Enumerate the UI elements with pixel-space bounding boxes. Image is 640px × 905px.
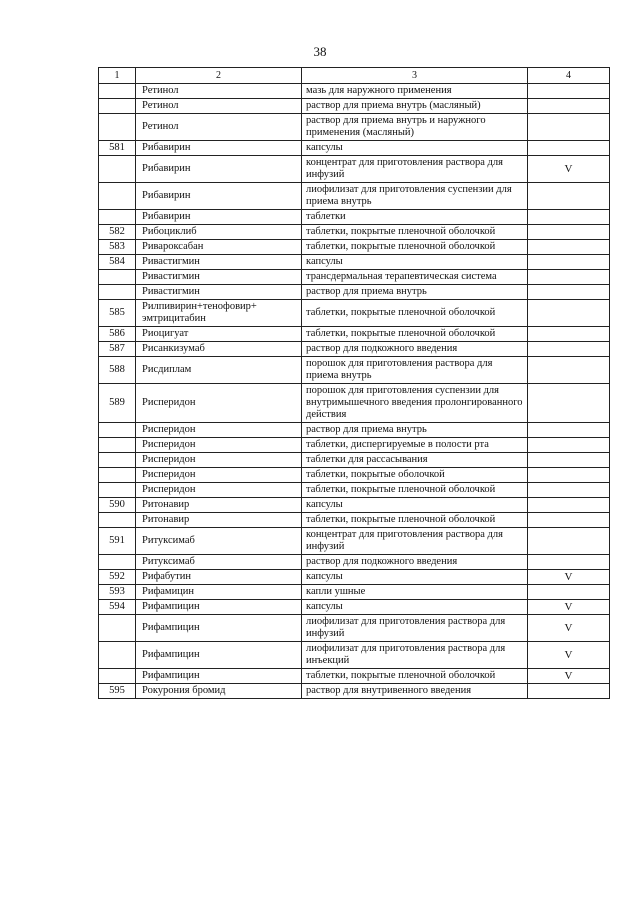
mark [528,210,610,225]
drug-name: Ретинол [136,114,302,141]
drug-name: Ритуксимаб [136,528,302,555]
dosage-form: таблетки, покрытые пленочной оболочкой [302,225,528,240]
row-number: 592 [99,570,136,585]
row-number: 586 [99,327,136,342]
dosage-form: капсулы [302,141,528,156]
drug-name: Рибавирин [136,141,302,156]
dosage-form: раствор для подкожного введения [302,342,528,357]
drug-name: Рисдиплам [136,357,302,384]
mark [528,327,610,342]
row-number [99,183,136,210]
table-row [99,327,610,342]
mark: V [528,156,610,183]
table-row [99,300,610,327]
drug-name: Рифампицин [136,615,302,642]
mark [528,84,610,99]
table-row [99,357,610,384]
dosage-form: таблетки, покрытые пленочной оболочкой [302,300,528,327]
table-row [99,600,610,615]
mark [528,555,610,570]
row-number [99,513,136,528]
table-row [99,156,610,183]
dosage-form: таблетки, диспергируемые в полости рта [302,438,528,453]
dosage-form: капли ушные [302,585,528,600]
dosage-form: раствор для приема внутрь (масляный) [302,99,528,114]
dosage-form: раствор для приема внутрь [302,423,528,438]
dosage-form: капсулы [302,600,528,615]
drug-name: Рибавирин [136,210,302,225]
column-header-1: 1 [99,68,136,84]
mark [528,300,610,327]
row-number [99,453,136,468]
row-number [99,270,136,285]
row-number: 585 [99,300,136,327]
drug-name: Рифабутин [136,570,302,585]
mark [528,684,610,699]
table-row [99,642,610,669]
mark [528,240,610,255]
drug-name: Ритуксимаб [136,555,302,570]
row-number: 589 [99,384,136,423]
row-number [99,423,136,438]
mark [528,225,610,240]
row-number [99,468,136,483]
dosage-form: раствор для приема внутрь и наружного применения (масляный) [302,114,528,141]
page-number: 38 [313,44,327,59]
drug-name: Рисперидон [136,468,302,483]
drug-name: Ривастигмин [136,270,302,285]
table-row [99,615,610,642]
dosage-form: концентрат для приготовления раствора для инфузий [302,156,528,183]
table-header-row [99,68,610,84]
row-number: 584 [99,255,136,270]
drug-name: Ретинол [136,84,302,99]
mark [528,285,610,300]
table-row [99,84,610,99]
row-number: 588 [99,357,136,384]
table-row [99,210,610,225]
row-number [99,99,136,114]
row-number [99,438,136,453]
drug-name: Ритонавир [136,513,302,528]
row-number: 591 [99,528,136,555]
table-row [99,453,610,468]
drug-name: Ривароксабан [136,240,302,255]
table-row [99,555,610,570]
row-number [99,615,136,642]
row-number: 587 [99,342,136,357]
mark [528,270,610,285]
mark [528,513,610,528]
table-row [99,225,610,240]
table-row [99,183,610,210]
dosage-form: раствор для внутривенного введения [302,684,528,699]
table-row [99,684,610,699]
dosage-form: таблетки [302,210,528,225]
mark [528,99,610,114]
mark [528,183,610,210]
dosage-form: таблетки, покрытые пленочной оболочкой [302,513,528,528]
dosage-form: капсулы [302,255,528,270]
mark [528,438,610,453]
dosage-form: лиофилизат для приготовления раствора для инъекций [302,642,528,669]
column-header-2: 2 [136,68,302,84]
table-row [99,270,610,285]
drug-name: Риоцигуат [136,327,302,342]
row-number: 595 [99,684,136,699]
row-number: 594 [99,600,136,615]
table-row [99,141,610,156]
dosage-form: лиофилизат для приготовления суспензии для приема внутрь [302,183,528,210]
table-row [99,384,610,423]
table-row [99,669,610,684]
drug-name: Рилпивирин+тенофовир+ эмтрицитабин [136,300,302,327]
drug-name: Ритонавир [136,498,302,513]
table-row [99,513,610,528]
dosage-form: таблетки, покрытые пленочной оболочкой [302,327,528,342]
table-row [99,498,610,513]
mark: V [528,615,610,642]
dosage-form: концентрат для приготовления раствора для инфузий [302,528,528,555]
table-row [99,255,610,270]
mark: V [528,600,610,615]
drug-name: Рибоциклиб [136,225,302,240]
mark [528,141,610,156]
mark [528,423,610,438]
row-number [99,114,136,141]
row-number [99,156,136,183]
dosage-form: порошок для приготовления раствора для приема внутрь [302,357,528,384]
row-number [99,210,136,225]
table-row [99,423,610,438]
dosage-form: мазь для наружного применения [302,84,528,99]
mark [528,453,610,468]
mark [528,342,610,357]
mark [528,357,610,384]
dosage-form: раствор для приема внутрь [302,285,528,300]
dosage-form: порошок для приготовления суспензии для внутримышечного введения пролонгированного действия [302,384,528,423]
mark [528,483,610,498]
drug-name: Рифампицин [136,600,302,615]
mark: V [528,642,610,669]
mark [528,585,610,600]
drug-name: Рибавирин [136,183,302,210]
table-row [99,99,610,114]
drug-name: Рисанкизумаб [136,342,302,357]
row-number: 583 [99,240,136,255]
drug-name: Рисперидон [136,483,302,498]
table-row [99,285,610,300]
table-row [99,114,610,141]
dosage-form: таблетки, покрытые пленочной оболочкой [302,240,528,255]
mark [528,528,610,555]
drug-name: Ривастигмин [136,255,302,270]
row-number: 590 [99,498,136,513]
row-number: 593 [99,585,136,600]
table-row [99,483,610,498]
table-row [99,528,610,555]
dosage-form: таблетки, покрытые пленочной оболочкой [302,669,528,684]
drug-name: Рисперидон [136,438,302,453]
table-row [99,585,610,600]
table-row [99,438,610,453]
drug-table [98,67,610,699]
dosage-form: капсулы [302,498,528,513]
column-header-3: 3 [302,68,528,84]
drug-name: Ривастигмин [136,285,302,300]
drug-name: Рисперидон [136,453,302,468]
drug-name: Рифампицин [136,669,302,684]
row-number [99,84,136,99]
mark [528,384,610,423]
table-row [99,342,610,357]
drug-name: Рибавирин [136,156,302,183]
table-row [99,240,610,255]
row-number: 581 [99,141,136,156]
drug-name: Рифамицин [136,585,302,600]
mark [528,468,610,483]
row-number [99,285,136,300]
drug-name: Ретинол [136,99,302,114]
dosage-form: лиофилизат для приготовления раствора для инфузий [302,615,528,642]
table-row [99,468,610,483]
dosage-form: трансдермальная терапевтическая система [302,270,528,285]
mark [528,114,610,141]
mark: V [528,570,610,585]
row-number: 582 [99,225,136,240]
drug-name: Рокурония бромид [136,684,302,699]
mark [528,255,610,270]
mark [528,498,610,513]
dosage-form: капсулы [302,570,528,585]
table-row [99,570,610,585]
dosage-form: таблетки, покрытые пленочной оболочкой [302,483,528,498]
drug-name: Рисперидон [136,384,302,423]
row-number [99,642,136,669]
dosage-form: таблетки для рассасывания [302,453,528,468]
row-number [99,669,136,684]
drug-name: Рифампицин [136,642,302,669]
row-number [99,483,136,498]
mark: V [528,669,610,684]
row-number [99,555,136,570]
dosage-form: раствор для подкожного введения [302,555,528,570]
dosage-form: таблетки, покрытые оболочкой [302,468,528,483]
drug-name: Рисперидон [136,423,302,438]
column-header-4: 4 [528,68,610,84]
